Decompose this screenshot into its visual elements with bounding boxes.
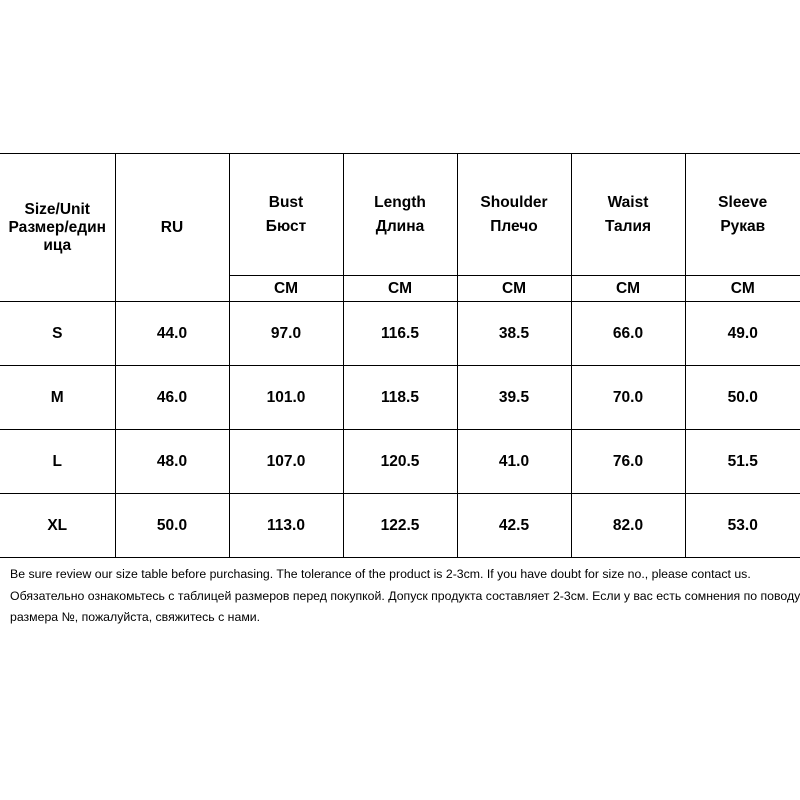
header-en: Sleeve: [718, 193, 768, 211]
note-line-ru: Обязательно ознакомьтесь с таблицей размеров перед покупкой. Допуск продукта составляет 2-3см. Если у вас есть сомнения по поводу: [10, 588, 800, 603]
header-size-unit-line: ица: [43, 236, 72, 254]
ru-cell: 50.0: [115, 494, 229, 558]
table-row: [0, 430, 800, 494]
header-en: Shoulder: [480, 193, 548, 211]
header-size-unit: [0, 154, 115, 302]
ru-cell: 48.0: [115, 430, 229, 494]
header-ru-label: Талия: [604, 217, 652, 235]
header-en: Length: [374, 193, 426, 211]
note-line-ru: размера №, пожалуйста, свяжитесь с нами.: [10, 610, 261, 624]
header-en: Bust: [268, 193, 304, 211]
length-cell: 116.5: [343, 302, 457, 366]
shoulder-cell: 41.0: [457, 430, 571, 494]
size-cell: M: [0, 366, 115, 430]
header-en: Waist: [607, 193, 649, 211]
sleeve-cell: 51.5: [685, 430, 800, 494]
shoulder-cell: 42.5: [457, 494, 571, 558]
waist-cell: 70.0: [571, 366, 685, 430]
sleeve-cell: 53.0: [685, 494, 800, 558]
waist-cell: 66.0: [571, 302, 685, 366]
header-ru-label: Длина: [375, 217, 425, 235]
table-row: [0, 366, 800, 430]
header-sleeve: [685, 154, 800, 276]
note-line-en: Be sure review our size table before purchasing. The tolerance of the product is 2-3cm. If you have doubt for size no., please contact us.: [10, 567, 751, 581]
table-row: [0, 302, 800, 366]
header-waist: [571, 154, 685, 276]
header-row: [0, 154, 800, 276]
size-cell: L: [0, 430, 115, 494]
unit-cell: CM: [343, 276, 457, 302]
header-size-unit-line: Size/Unit: [24, 200, 90, 218]
size-cell: S: [0, 302, 115, 366]
bust-cell: 101.0: [229, 366, 343, 430]
unit-cell: CM: [457, 276, 571, 302]
header-ru-label: Бюст: [265, 217, 307, 235]
waist-cell: 82.0: [571, 494, 685, 558]
header-size-unit-line: Размер/един: [8, 218, 106, 236]
header-ru: RU: [115, 154, 229, 302]
bust-cell: 97.0: [229, 302, 343, 366]
size-cell: XL: [0, 494, 115, 558]
table-row: [0, 494, 800, 558]
header-length: [343, 154, 457, 276]
header-bust: [229, 154, 343, 276]
length-cell: 120.5: [343, 430, 457, 494]
unit-cell: CM: [229, 276, 343, 302]
waist-cell: 76.0: [571, 430, 685, 494]
unit-cell: CM: [685, 276, 800, 302]
header-shoulder: [457, 154, 571, 276]
sleeve-cell: 50.0: [685, 366, 800, 430]
size-notes: [10, 564, 800, 629]
header-ru-label: Плечо: [490, 217, 538, 235]
ru-cell: 46.0: [115, 366, 229, 430]
shoulder-cell: 39.5: [457, 366, 571, 430]
bust-cell: 107.0: [229, 430, 343, 494]
ru-cell: 44.0: [115, 302, 229, 366]
shoulder-cell: 38.5: [457, 302, 571, 366]
length-cell: 118.5: [343, 366, 457, 430]
sleeve-cell: 49.0: [685, 302, 800, 366]
bust-cell: 113.0: [229, 494, 343, 558]
header-ru-label: Рукав: [720, 217, 766, 235]
unit-cell: CM: [571, 276, 685, 302]
size-table: [0, 153, 800, 558]
length-cell: 122.5: [343, 494, 457, 558]
